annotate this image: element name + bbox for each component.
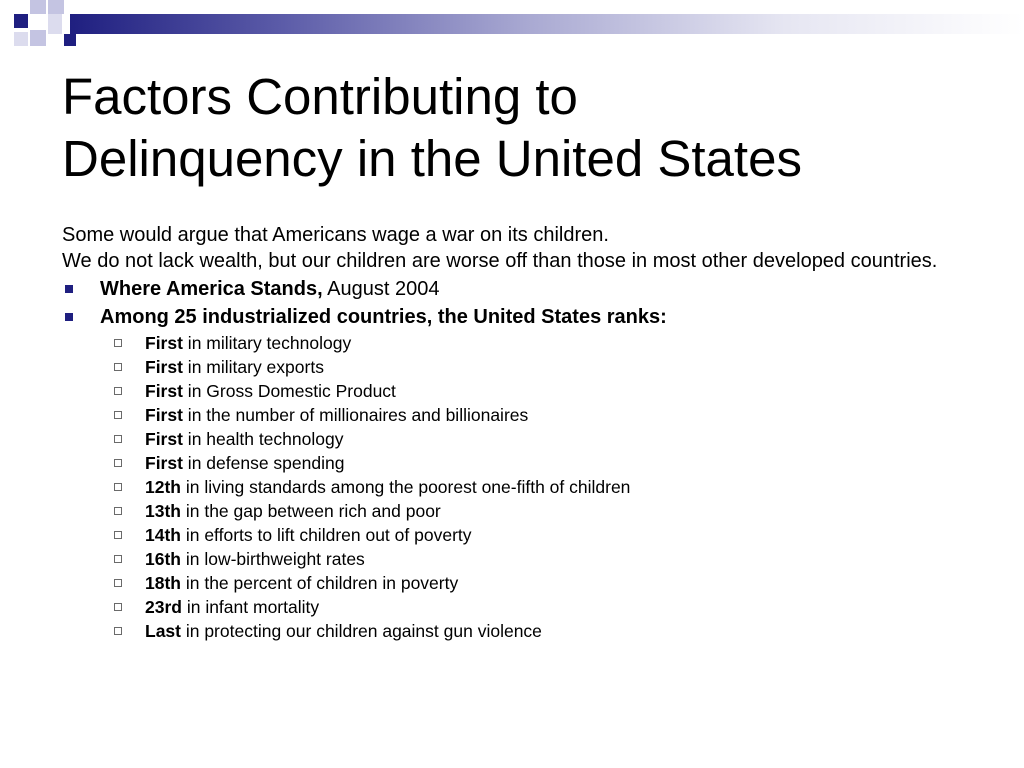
ranking-item <box>62 451 982 475</box>
ranking-item <box>62 403 982 427</box>
intro-paragraph-2: We do not lack wealth, but our children are worse off than those in most other developed countries. <box>62 250 938 272</box>
hollow-square-bullet-icon <box>114 507 122 515</box>
rank-text: in the number of millionaires and billionaires <box>182 405 529 425</box>
dark-square <box>14 14 28 28</box>
rank: First <box>145 357 183 377</box>
ranking-item <box>62 619 982 643</box>
rank-text: in military exports <box>182 357 324 377</box>
rank-text: in defense spending <box>182 453 345 473</box>
hollow-square-bullet-icon <box>114 363 122 371</box>
rank-text: in health technology <box>182 429 344 449</box>
intro-paragraph-1: Some would argue that Americans wage a war on its children. <box>62 224 609 246</box>
bullet-text: August 2004 <box>322 278 440 300</box>
rank: First <box>145 333 183 353</box>
rank: Last <box>145 621 181 641</box>
rank-text: in Gross Domestic Product <box>182 381 396 401</box>
rank: First <box>145 429 183 449</box>
rank: 16th <box>145 549 181 569</box>
hollow-square-bullet-icon <box>114 435 122 443</box>
hollow-square-bullet-icon <box>114 411 122 419</box>
bullet-bold-text: Among 25 industrialized countries, the United States ranks: <box>100 306 667 328</box>
hollow-square-bullet-icon <box>114 459 122 467</box>
hollow-square-bullet-icon <box>114 627 122 635</box>
light-square <box>48 0 64 14</box>
rankings-list <box>62 331 982 643</box>
ranking-item <box>62 595 982 619</box>
hollow-square-bullet-icon <box>114 603 122 611</box>
dark-square <box>64 34 76 46</box>
rank-text: in living standards among the poorest one-fifth of children <box>180 477 631 497</box>
rank: 13th <box>145 501 181 521</box>
ranking-item <box>62 523 982 547</box>
hollow-square-bullet-icon <box>114 339 122 347</box>
rank: 18th <box>145 573 181 593</box>
hollow-square-bullet-icon <box>114 387 122 395</box>
light-square <box>30 30 46 46</box>
hollow-square-bullet-icon <box>114 555 122 563</box>
bullet-where-america-stands <box>62 277 982 301</box>
gradient-bar <box>70 14 1024 34</box>
hollow-square-bullet-icon <box>114 483 122 491</box>
rank-text: in protecting our children against gun violence <box>180 621 542 641</box>
slide-title <box>62 66 982 190</box>
rank-text: in low-birthweight rates <box>180 549 365 569</box>
rank-text: in military technology <box>182 333 352 353</box>
ranking-item <box>62 355 982 379</box>
rank: First <box>145 453 183 473</box>
slide-body <box>62 224 982 643</box>
ranking-item <box>62 571 982 595</box>
rank-text: in the percent of children in poverty <box>180 573 459 593</box>
rank: 14th <box>145 525 181 545</box>
rank-text: in the gap between rich and poor <box>180 501 441 521</box>
rank-text: in efforts to lift children out of poverty <box>180 525 472 545</box>
rank: 23rd <box>145 597 182 617</box>
decorative-header-band <box>0 0 1024 48</box>
hollow-square-bullet-icon <box>114 579 122 587</box>
bullet-bold-text: Where America Stands, <box>100 278 323 300</box>
rank: 12th <box>145 477 181 497</box>
rank: First <box>145 405 183 425</box>
ranking-item <box>62 427 982 451</box>
rank: First <box>145 381 183 401</box>
light-square <box>14 32 28 46</box>
ranking-item <box>62 331 982 355</box>
ranking-item <box>62 499 982 523</box>
square-bullet-icon <box>65 285 73 293</box>
ranking-item <box>62 475 982 499</box>
hollow-square-bullet-icon <box>114 531 122 539</box>
light-square <box>30 0 46 14</box>
ranking-item <box>62 547 982 571</box>
rank-text: in infant mortality <box>181 597 320 617</box>
ranking-item <box>62 379 982 403</box>
light-square <box>48 14 62 34</box>
title-line-2: Delinquency in the United States <box>62 130 802 187</box>
bullet-rankings-heading <box>62 305 982 329</box>
title-line-1: Factors Contributing to <box>62 68 578 125</box>
square-bullet-icon <box>65 313 73 321</box>
